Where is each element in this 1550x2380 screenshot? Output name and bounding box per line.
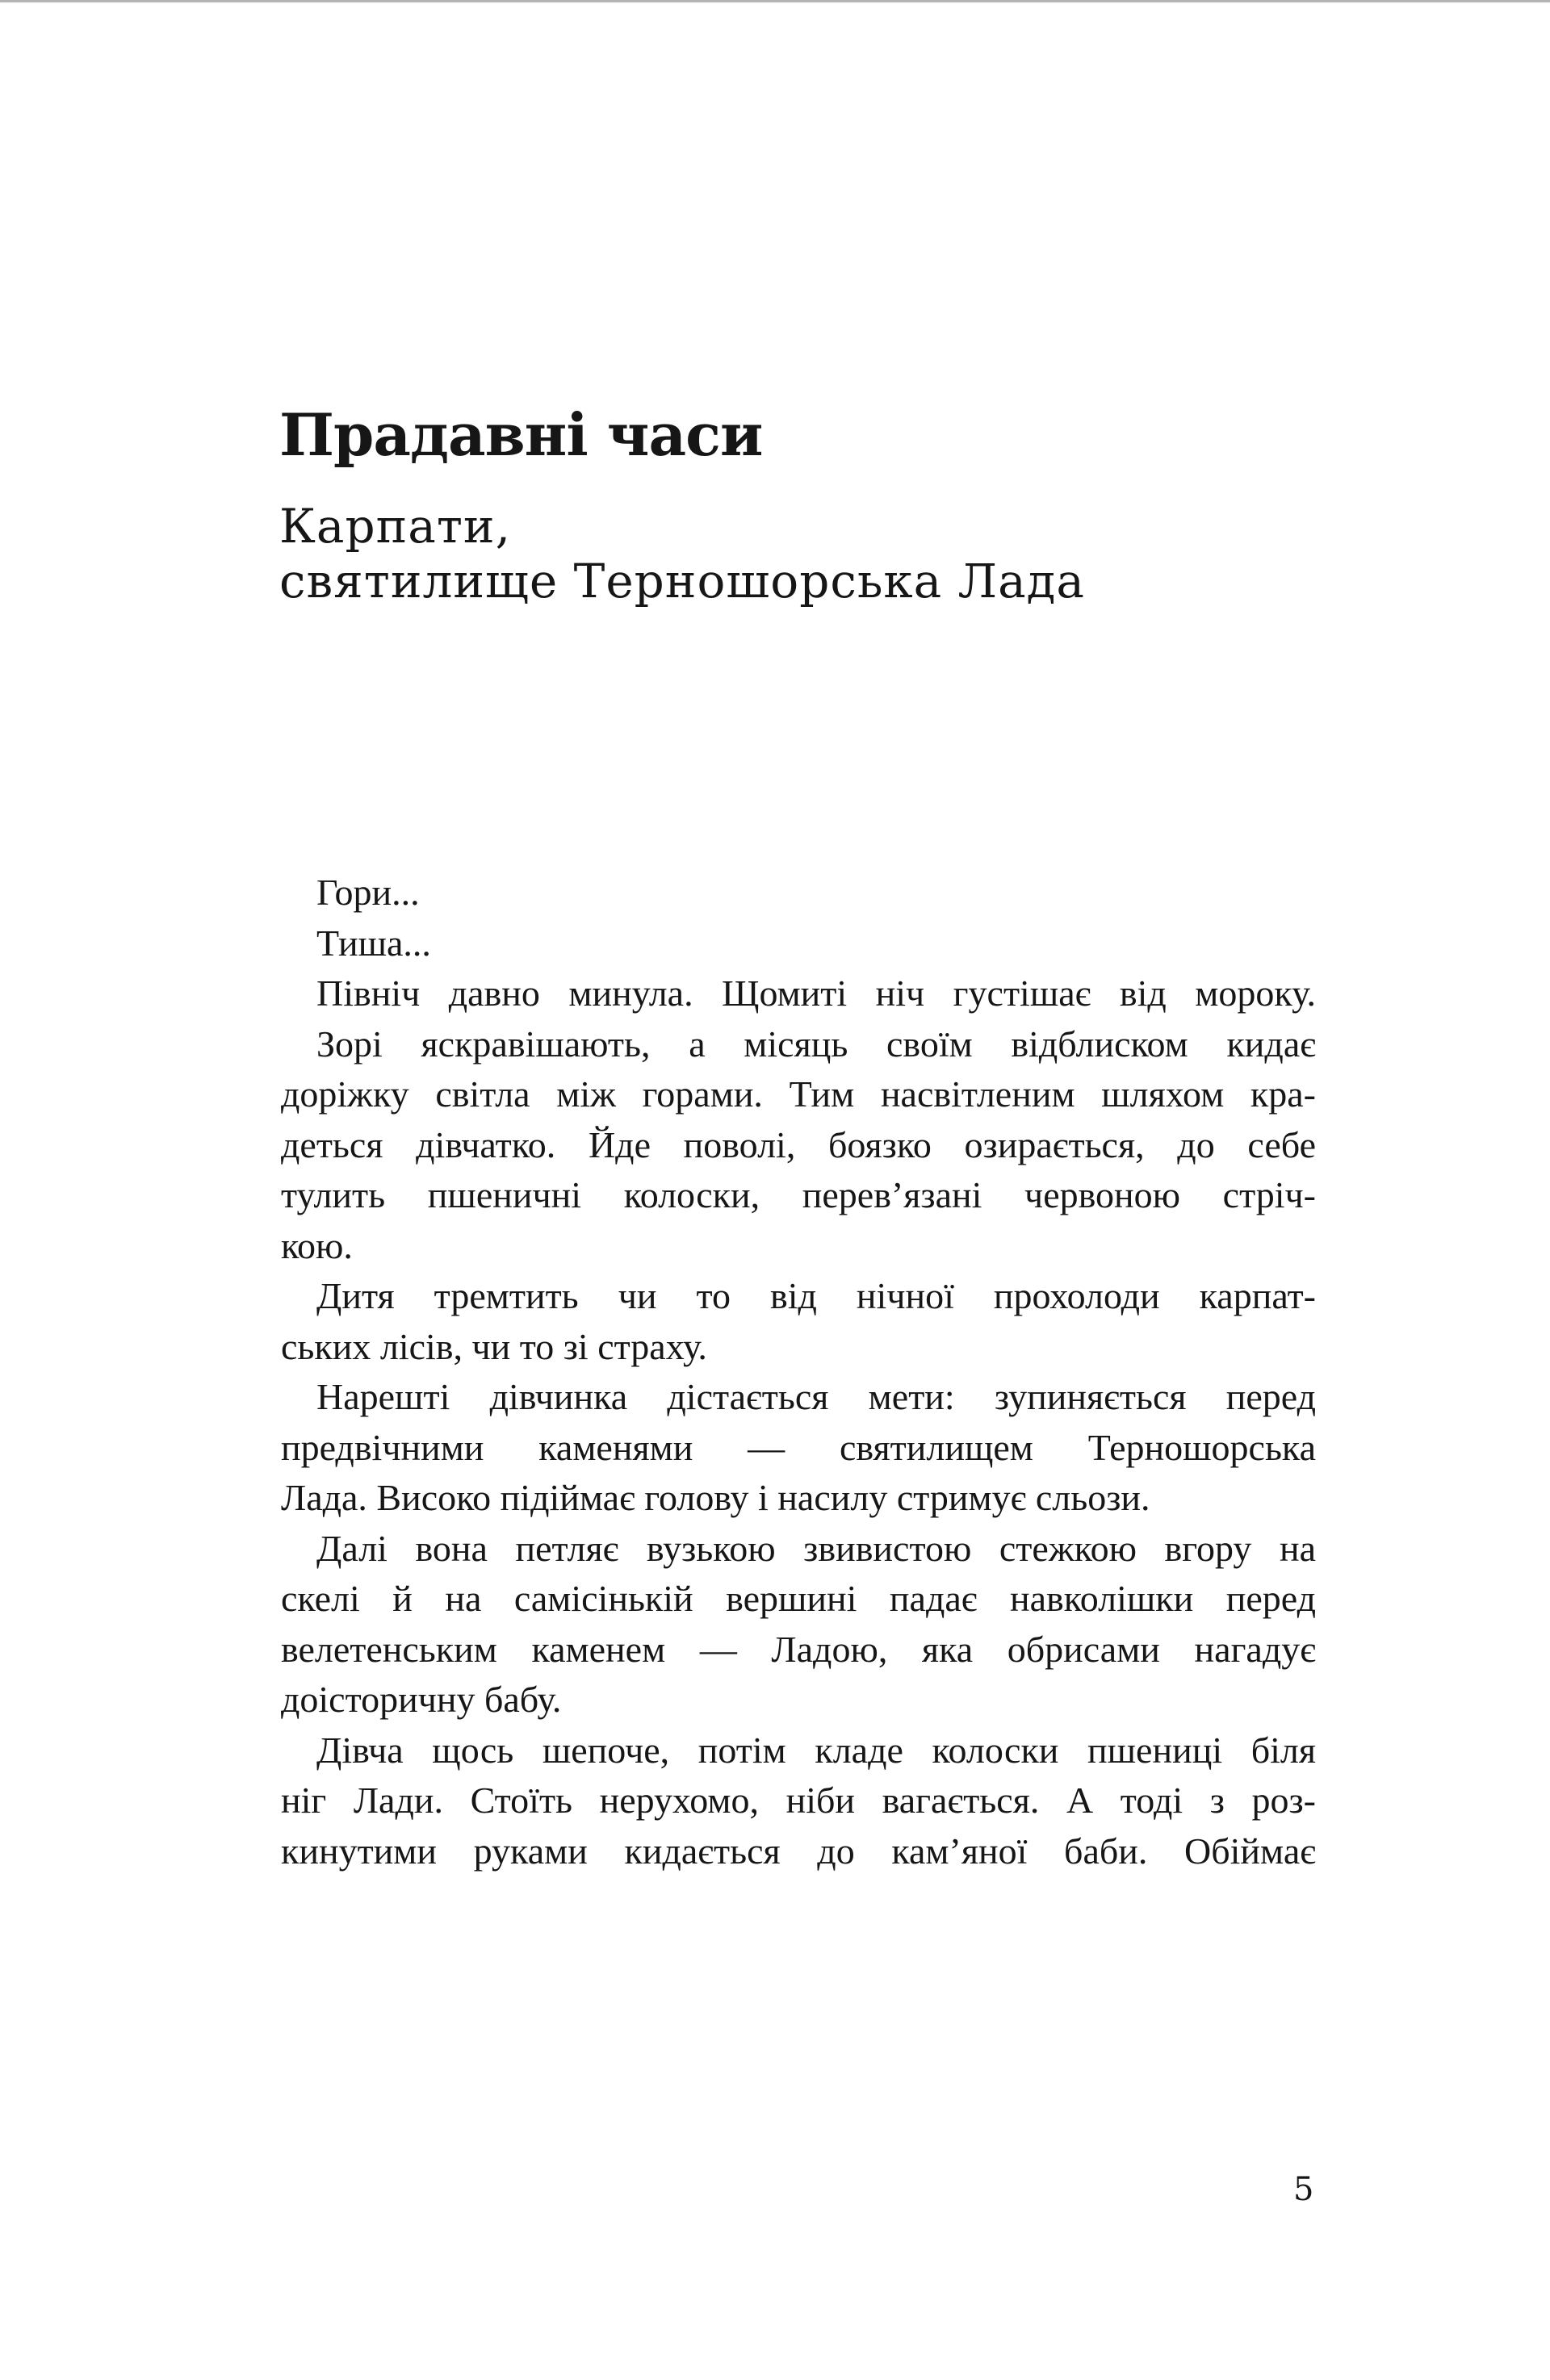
text-line: велетенським каменем — Ладою, яка обрисами нагадує xyxy=(281,1628,1316,1670)
chapter-title: Прадавні часи xyxy=(279,400,763,469)
text-line: доріжку світла між горами. Тим насвітленим шляхом кра- xyxy=(281,1073,1316,1115)
text-line: Тиша... xyxy=(316,922,431,964)
text-line: Нарешті дівчинка дістається мети: зупиняється перед xyxy=(316,1376,1316,1417)
text-line: Зорі яскравішають, а місяць своїм відблиском кидає xyxy=(316,1023,1316,1065)
text-line: ніг Лади. Стоїть нерухомо, ніби вагається. А тоді з роз- xyxy=(281,1780,1316,1821)
text-line: Дівча щось шепоче, потім кладе колоски пшениці біля xyxy=(316,1729,1316,1771)
text-line: Гори... xyxy=(316,872,420,913)
text-line: кинутими руками кидається до кам’яної баби. Обіймає xyxy=(281,1830,1316,1872)
top-rule xyxy=(0,0,1550,2)
chapter-subtitle xyxy=(279,499,1085,609)
text-line: скелі й на самісінькій вершині падає навколішки перед xyxy=(281,1578,1316,1619)
subtitle-line: Карпати, xyxy=(279,499,512,554)
text-line: кою. xyxy=(281,1224,353,1266)
text-line: Дитя тремтить чи то від нічної прохолоди карпат- xyxy=(316,1275,1316,1316)
body-text xyxy=(281,868,1316,1876)
text-line: Північ давно минула. Щомиті ніч густішає від мороку. xyxy=(316,972,1316,1014)
text-line: деться дівчатко. Йде поволі, боязко озирається, до себе xyxy=(281,1123,1316,1165)
text-line: доісторичну бабу. xyxy=(281,1679,562,1720)
text-line: Лада. Високо підіймає голову і насилу стримує сльози. xyxy=(281,1477,1150,1518)
text-line: Далі вона петляє вузькою звивистою стежкою вгору на xyxy=(316,1527,1316,1569)
text-line: тулить пшеничні колоски, перев’язані червоною стріч- xyxy=(281,1174,1316,1215)
subtitle-line: святилище Терношорська Лада xyxy=(279,554,1085,609)
text-line: ських лісів, чи то зі страху. xyxy=(281,1325,707,1367)
text-line: предвічними каменями — святилищем Терношорська xyxy=(281,1426,1316,1468)
page-number: 5 xyxy=(1293,2171,1314,2208)
